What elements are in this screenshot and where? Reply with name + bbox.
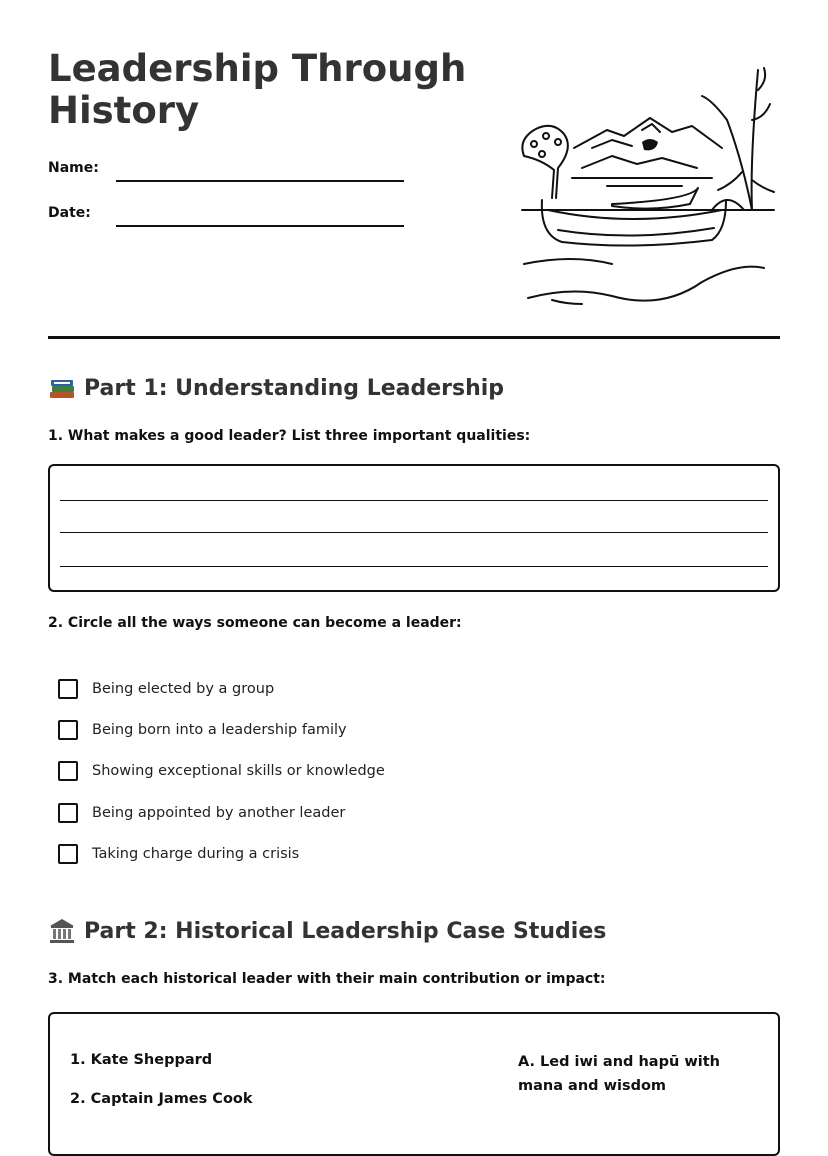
option-appointed[interactable] [58,803,345,823]
waka-canoe-illustration [512,60,778,310]
question-3: 3. Match each historical leader with their main contribution or impact: [48,971,606,987]
name-label: Name: [48,160,99,176]
option-label: Being appointed by another leader [92,805,346,821]
checkbox[interactable] [58,844,78,864]
header-divider [48,336,780,339]
option-label: Showing exceptional skills or knowledge [92,763,385,779]
date-field[interactable] [116,225,404,227]
question-1: 1. What makes a good leader? List three important qualities: [48,428,531,444]
option-label: Being elected by a group [92,681,275,697]
leader-james-cook[interactable]: 2. Captain James Cook [70,1091,253,1107]
option-label: Being born into a leadership family [92,722,347,738]
contribution-a[interactable]: A. Led iwi and hapū with mana and wisdom [518,1054,720,1094]
option-label: Taking charge during a crisis [92,846,300,862]
part1-heading [48,374,504,402]
answer-line[interactable] [60,500,768,501]
checkbox[interactable] [58,803,78,823]
date-label: Date: [48,205,91,221]
part1-heading-text: Part 1: Understanding Leadership [84,375,505,401]
part2-heading-text: Part 2: Historical Leadership Case Studies [84,918,607,944]
leader-kate-sheppard[interactable]: 1. Kate Sheppard [70,1052,213,1068]
books-icon [48,374,76,402]
checkbox[interactable] [58,679,78,699]
checkbox[interactable] [58,761,78,781]
option-crisis[interactable] [58,844,299,864]
option-elected[interactable] [58,679,274,699]
qualities-answer-box[interactable] [48,464,780,592]
worksheet-title: Leadership Through History [48,47,467,132]
checkbox[interactable] [58,720,78,740]
part2-heading [48,917,606,945]
option-skills[interactable] [58,761,385,781]
name-field[interactable] [116,180,404,182]
answer-line[interactable] [60,566,768,567]
option-born-into-family[interactable] [58,720,347,740]
question-2: 2. Circle all the ways someone can become a leader: [48,615,462,631]
answer-line[interactable] [60,532,768,533]
matching-box [48,1012,780,1156]
classical-building-icon [48,917,76,945]
